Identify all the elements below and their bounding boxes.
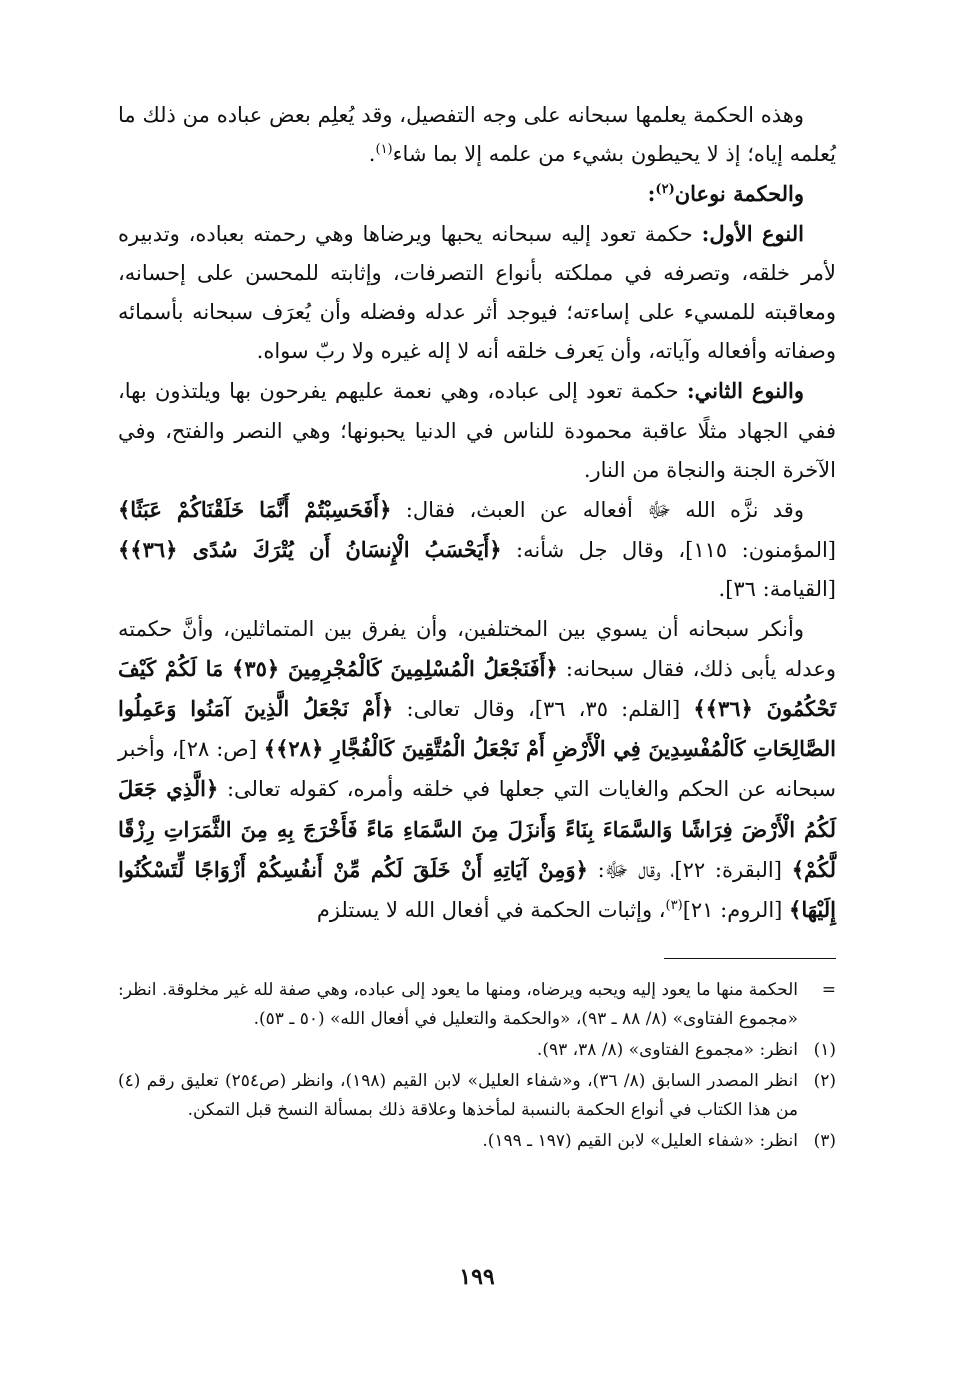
first-type-label: النوع الأول:: [701, 220, 804, 246]
paragraph-first-type: [118, 214, 836, 372]
first-type-text: حكمة تعود إليه سبحانه يحبها ويرضاها وهي رحمته بعباده، وتدبيره لأمر خلقه، وتصرفه في مملكته بأنواع التصرفات، وإثابته للمحسن على إحسانه، ومعاقبته للمسيء على إساءته؛ فيوجد أثر عدله وفضله وأن يُعرَف سبحانه بأسمائه وصفاته وأفعاله وآياته، وأن يَعرف خلقه أنه لا إله غيره ولا ربّ سواه.: [118, 221, 836, 364]
quran-verse-qalam: ﴿أَفَنَجْعَلُ الْمُسْلِمِينَ كَالْمُجْرِمِينَ ﴿٣٥﴾ مَا لَكُمْ كَيْفَ تَحْكُمُونَ ﴿٣٦﴾﴾: [118, 655, 836, 722]
page-number: ١٩٩: [459, 1264, 495, 1290]
no-futility-text-a: وقد نزَّه الله ﷻ أفعاله عن العبث، فقال:: [391, 498, 804, 523]
justice-text-a: وأنكر سبحانه أن يسوي بين المختلفين، وأن يفرق بين المتماثلين، وأنَّ حكمته وعدله يأبى ذلك، فقال سبحانه:: [118, 616, 837, 681]
quran-verse-qiyamah: ﴿أَيَحْسَبُ الْإِنسَانُ أَن يُتْرَكَ سُدًى ﴿٣٦﴾﴾: [118, 537, 502, 563]
footnote-ref-2[interactable]: (٢): [655, 182, 675, 198]
footnote-3: [118, 1127, 836, 1156]
section-heading-text: والحكمة نوعان: [674, 181, 804, 207]
footnote-3-marker: (٣): [813, 1131, 836, 1151]
paragraph-intro-text: وهذه الحكمة يعلمها سبحانه على وجه التفصيل، وقد يُعلِم بعض عباده من ذلك ما يُعلمه إياه؛ إذ لا يحيطون بشيء من علمه إلا بما شاء: [118, 103, 836, 167]
justice-text-f: ، وإثبات الحكمة في أفعال الله لا يستلزم: [316, 898, 666, 923]
footnote-2-marker: (٢): [813, 1071, 836, 1091]
second-type-text: حكمة تعود إلى عباده، وهي نعمة عليهم يفرحون بها ويلتذون بها، ففي الجهاد مثلًا عاقبة محمودة للناس في الدنيا يحبونها؛ وهي النصر والفتح، وفي الآخرة الجنة والنجاة من النار.: [118, 379, 836, 482]
justice-text-c: [ص: ٢٨]، وأخبر سبحانه عن الحكم والغايات التي جعلها في خلقه وأمره، كقوله تعالى:: [118, 737, 836, 802]
footnote-ref-3[interactable]: (٣): [665, 898, 683, 914]
paragraph-intro: [118, 96, 836, 174]
no-futility-text-b: [المؤمنون: ١١٥]، وقال جل شأنه:: [501, 538, 836, 563]
footnote-continuation-marker: =: [821, 980, 836, 1000]
paragraph-second-type: [118, 371, 836, 490]
main-text-block: [118, 96, 836, 930]
footnote-2-text: انظر المصدر السابق (٨/ ٣٦)، و«شفاء العليل» لابن القيم (١٩٨)، وانظر (ص٢٥٤) تعليق رقم (٤) من هذا الكتاب في أنواع الحكمة بالنسبة لمأخذها وعلاقة ذلك بمسألة النسخ قبل التمكن.: [118, 1071, 798, 1120]
footnote-1: [118, 1036, 836, 1065]
quran-verse-muminun: ﴿أَفَحَسِبْتُمْ أَنَّمَا خَلَقْنَاكُمْ عَبَثًا﴾: [118, 497, 392, 523]
footnotes-block: [118, 976, 836, 1158]
section-heading-end: :: [647, 181, 656, 207]
footnote-ref-1[interactable]: (١): [375, 142, 393, 158]
justice-text-e: [الروم: ٢١]: [682, 898, 790, 923]
paragraph-intro-end: .: [368, 142, 376, 167]
paragraph-justice: [118, 610, 836, 931]
justice-text-d: [البقرة: ٢٢]، وقال ﷻ:: [587, 857, 792, 882]
footnote-continuation: [118, 976, 836, 1034]
footnote-separator: [664, 958, 836, 959]
footnote-continuation-text: الحكمة منها ما يعود إليه ويحبه ويرضاه، ومنها ما يعود إلى عباده، وهي صفة لله غير مخلوقة. انظر: «مجموع الفتاوى» (٨/ ٨٨ ـ ٩٣)، «والحكمة والتعليل في أفعال الله» (٥٠ ـ ٥٣).: [118, 980, 798, 1029]
second-type-label: والنوع الثاني:: [686, 378, 804, 404]
footnote-3-text: انظر: «شفاء العليل» لابن القيم (١٩٧ ـ ١٩٩).: [482, 1131, 798, 1151]
footnote-2: [118, 1067, 836, 1125]
section-heading-two-types: [118, 174, 836, 213]
paragraph-no-futility: [118, 490, 836, 610]
quran-verse-rum: ﴿وَمِنْ آيَاتِهِ أَنْ خَلَقَ لَكُم مِّنْ أَنفُسِكُمْ أَزْوَاجًا لِّتَسْكُنُوا إِلَيْهَا﴾: [118, 856, 836, 923]
footnote-1-text: انظر: «مجموع الفتاوى» (٨/ ٣٨، ٩٣).: [536, 1040, 798, 1060]
quran-verse-sad: ﴿أَمْ نَجْعَلُ الَّذِينَ آمَنُوا وَعَمِلُوا الصَّالِحَاتِ كَالْمُفْسِدِينَ فِي الْأَرْضِ أَمْ نَجْعَلُ الْمُتَّقِينَ كَالْفُجَّارِ ﴿٢٨﴾﴾: [118, 696, 837, 762]
quran-verse-baqarah: ﴿الَّذِي جَعَلَ لَكُمُ الْأَرْضَ فِرَاشًا وَالسَّمَاءَ بِنَاءً وَأَنزَلَ مِنَ السَّمَاءِ مَاءً فَأَخْرَجَ بِهِ مِنَ الثَّمَرَاتِ رِزْقًا لَّكُمْ﴾: [118, 776, 836, 882]
footnote-1-marker: (١): [813, 1040, 836, 1060]
justice-text-b: [القلم: ٣٥، ٣٦]، وقال تعالى:: [393, 697, 694, 722]
no-futility-text-c: [القيامة: ٣٦].: [718, 577, 836, 602]
